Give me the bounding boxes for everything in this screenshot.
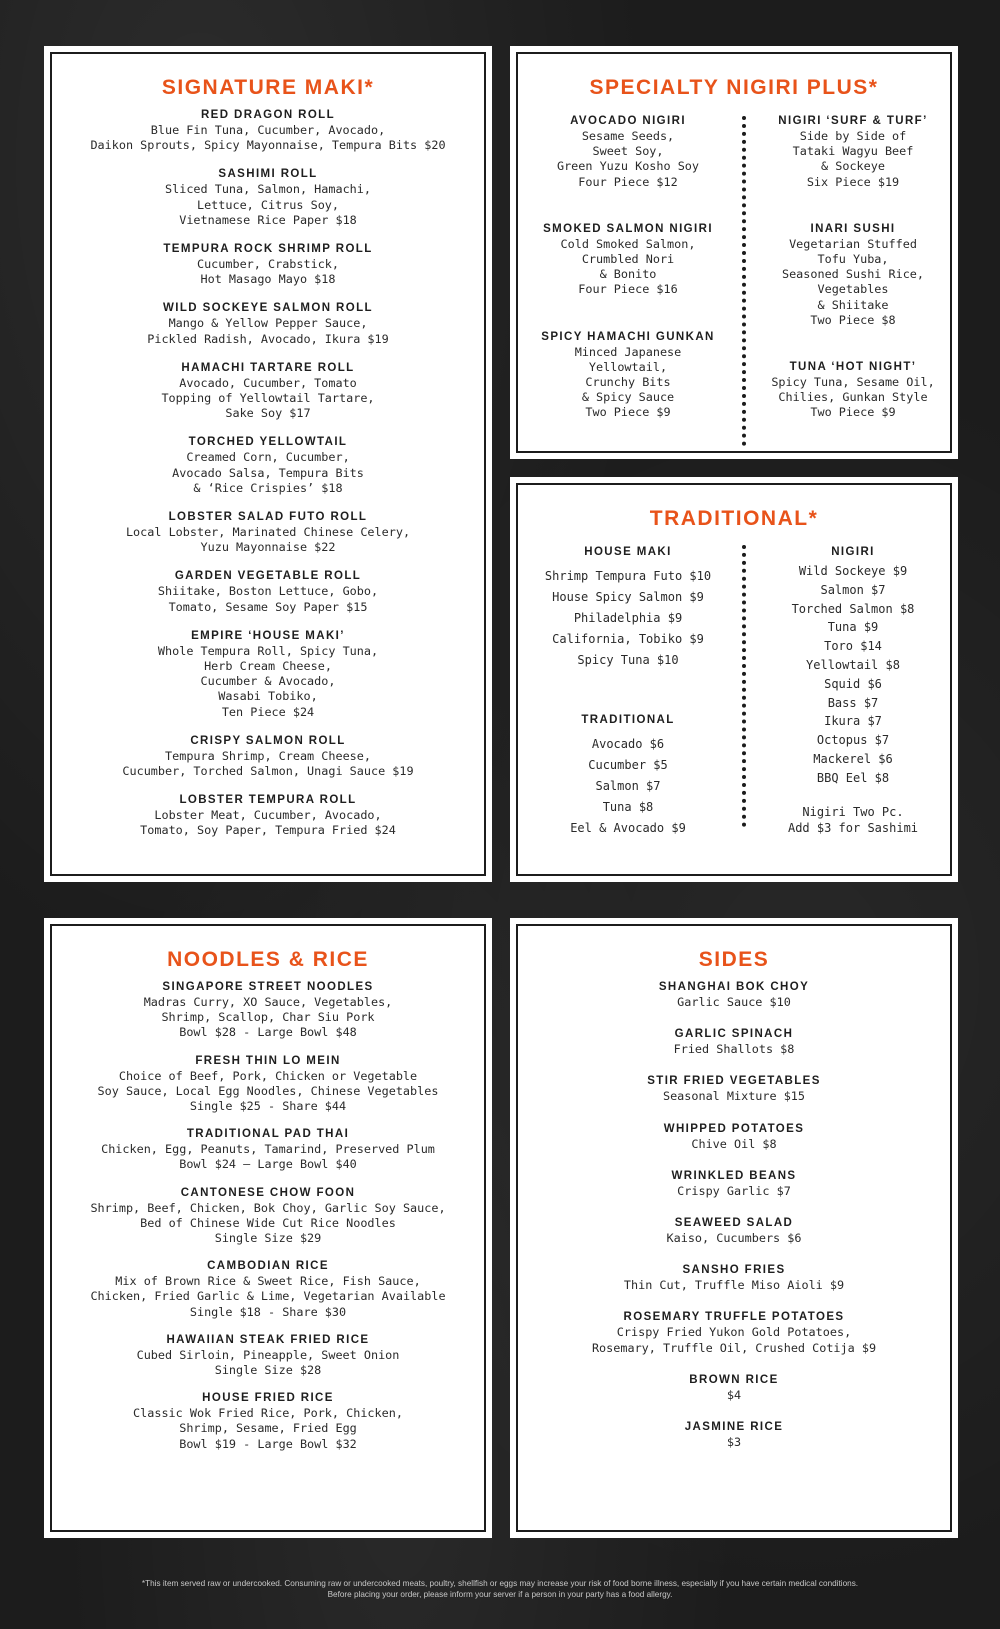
menu-item-description: Avocado, Cucumber, Tomato Topping of Yellowtail Tartare, Sake Soy $17 [161, 375, 375, 421]
menu-item-name: ROSEMARY TRUFFLE POTATOES [623, 1311, 845, 1324]
menu-item-description: Mango & Yellow Pepper Sauce, Pickled Radish, Avocado, Ikura $19 [147, 316, 389, 346]
specialty-nigiri-divider [742, 116, 746, 446]
nigiri-column [756, 545, 950, 836]
sides-frame [516, 924, 952, 1532]
menu-item-name: TUNA ‘HOT NIGHT’ [789, 361, 917, 374]
menu-list-item: Mackerel $6 [813, 751, 893, 766]
menu-item [528, 222, 728, 298]
menu-item-description: Shiitake, Boston Lettuce, Gobo, Tomato, Sesame Soy Paper $15 [157, 584, 379, 614]
menu-item [52, 793, 484, 838]
menu-item [518, 1122, 950, 1152]
menu-item [518, 1169, 950, 1199]
menu-item-description: Chive Oil $8 [691, 1136, 777, 1151]
menu-list-item: Wild Sockeye $9 [798, 564, 908, 578]
menu-item [756, 222, 950, 328]
menu-list-item: Eel & Avocado $9 [570, 821, 686, 835]
menu-item [518, 1074, 950, 1104]
nigiri-note-sashimi: Add $3 for Sashimi [787, 820, 919, 835]
menu-item-name: TRADITIONAL PAD THAI [186, 1128, 350, 1141]
specialty-nigiri-panel [510, 46, 958, 459]
menu-item-description: Local Lobster, Marinated Chinese Celery, Yuzu Mayonnaise $22 [125, 525, 411, 555]
menu-list-item: Shrimp Tempura Futo $10 [544, 569, 712, 583]
menu-item-name: TEMPURA ROCK SHRIMP ROLL [163, 243, 373, 256]
menu-item [518, 1216, 950, 1246]
menu-list-item: Cucumber $5 [588, 758, 668, 772]
menu-item-name: SANSHO FRIES [682, 1264, 786, 1277]
sides-panel [510, 918, 958, 1538]
menu-item [52, 734, 484, 779]
menu-list-item: Tuna $9 [827, 620, 879, 635]
menu-item [518, 1420, 950, 1450]
menu-item-name: HAMACHI TARTARE ROLL [181, 361, 355, 374]
nigiri-list [756, 562, 950, 788]
menu-item-description: $3 [726, 1435, 742, 1450]
menu-item-name: WILD SOCKEYE SALMON ROLL [163, 302, 373, 315]
menu-item [52, 1391, 484, 1452]
menu-item [528, 114, 728, 190]
menu-item [756, 360, 950, 421]
menu-list-item: Octopus $7 [816, 733, 890, 748]
menu-item-description: Seasonal Mixture $15 [662, 1089, 806, 1104]
menu-item-description: Blue Fin Tuna, Cucumber, Avocado, Daikon Sprouts, Spicy Mayonnaise, Tempura Bits $20 [90, 123, 446, 153]
menu-item-name: WHIPPED POTATOES [663, 1122, 805, 1135]
menu-item-description: Sliced Tuna, Salmon, Hamachi, Lettuce, Citrus Soy, Vietnamese Rice Paper $18 [165, 182, 371, 227]
menu-item [518, 980, 950, 1010]
menu-item-name: TORCHED YELLOWTAIL [188, 436, 348, 449]
menu-item-description: Sesame Seeds, Sweet Soy, Green Yuzu Kosho Soy Four Piece $12 [556, 129, 700, 189]
menu-item-name: AVOCADO NIGIRI [570, 115, 686, 127]
menu-item [52, 108, 484, 153]
menu-item [52, 629, 484, 720]
sides-list [518, 980, 950, 1450]
traditional-frame [516, 483, 952, 876]
disclaimer-line-1: *This item served raw or undercooked. Consuming raw or undercooked meats, poultry, shellfish or eggs may increase your risk of food borne illness, especially if you have certain medical conditions. [141, 1579, 859, 1588]
nigiri-heading: NIGIRI [831, 546, 875, 558]
menu-list-item: BBQ Eel $8 [816, 770, 890, 785]
menu-item [518, 1373, 950, 1403]
menu-item [518, 1027, 950, 1057]
menu-item-name: JASMINE RICE [684, 1421, 784, 1434]
menu-item [52, 167, 484, 228]
house-maki-heading: HOUSE MAKI [584, 546, 672, 558]
menu-item-description: Cucumber, Crabstick, Hot Masago Mayo $18 [196, 257, 340, 287]
house-maki-column [528, 545, 728, 839]
menu-list-item: House Spicy Salmon $9 [552, 590, 704, 604]
menu-item-description: Minced Japanese Yellowtail, Crunchy Bits & Spicy Sauce Two Piece $9 [574, 344, 682, 420]
menu-item-name: FRESH THIN LO MEIN [195, 1054, 341, 1067]
menu-item-name: GARLIC SPINACH [674, 1028, 794, 1041]
menu-item-name: SINGAPORE STREET NOODLES [162, 981, 374, 993]
signature-maki-panel [44, 46, 492, 882]
menu-list-item: Spicy Tuna $10 [577, 653, 679, 667]
menu-item-description: Classic Wok Fried Rice, Pork, Chicken, Shrimp, Sesame, Fried Egg Bowl $19 - Large Bowl $32 [133, 1406, 403, 1451]
allergy-disclaimer [40, 1578, 960, 1600]
menu-item [52, 242, 484, 287]
menu-item-description: Lobster Meat, Cucumber, Avocado, Tomato, Soy Paper, Tempura Fried $24 [140, 808, 396, 838]
menu-item-name: WRINKLED BEANS [671, 1169, 797, 1182]
menu-item-name: SASHIMI ROLL [218, 168, 318, 181]
specialty-nigiri-frame [516, 52, 952, 453]
menu-item-name: HAWAIIAN STEAK FRIED RICE [166, 1333, 370, 1346]
menu-item [756, 114, 950, 190]
menu-item-name: STIR FRIED VEGETABLES [647, 1075, 821, 1088]
menu-list-item: Salmon $7 [595, 779, 661, 793]
menu-item [52, 1054, 484, 1115]
menu-item-name: CRISPY SALMON ROLL [190, 734, 346, 747]
menu-item-name: INARI SUSHI [810, 222, 896, 235]
menu-item-description: Crispy Fried Yukon Gold Potatoes, Rosemary, Truffle Oil, Crushed Cotija $9 [591, 1325, 877, 1355]
menu-item-name: CAMBODIAN RICE [207, 1260, 329, 1273]
menu-item-description: Cubed Sirloin, Pineapple, Sweet Onion Single Size $28 [136, 1347, 400, 1378]
menu-item-name: HOUSE FRIED RICE [202, 1392, 334, 1405]
menu-item-name: LOBSTER SALAD FUTO ROLL [168, 511, 368, 524]
menu-item-name: SPICY HAMACHI GUNKAN [541, 330, 715, 343]
signature-maki-list [52, 108, 484, 839]
noodles-rice-panel [44, 918, 492, 1538]
menu-item-description: Creamed Corn, Cucumber, Avocado Salsa, Tempura Bits & ‘Rice Crispies’ $18 [172, 450, 364, 495]
signature-maki-title: SIGNATURE MAKI* [161, 76, 375, 99]
menu-list-item: Torched Salmon $8 [791, 601, 915, 616]
menu-item-name: SHANGHAI BOK CHOY [658, 981, 810, 993]
menu-item [518, 1310, 950, 1355]
menu-item-description: Fried Shallots $8 [673, 1042, 795, 1057]
traditional-divider [742, 545, 746, 827]
noodles-rice-list [52, 980, 484, 1452]
menu-item-description: Spicy Tuna, Sesame Oil, Chilies, Gunkan Style Two Piece $9 [771, 375, 935, 420]
menu-list-item: Yellowtail $8 [806, 657, 900, 672]
menu-item-description: Vegetarian Stuffed Tofu Yuba, Seasoned Sushi Rice, Vegetables & Shiitake Two Piece $8 [781, 236, 925, 327]
menu-item-description: Side by Side of Tataki Wagyu Beef & Sockeye Six Piece $19 [792, 129, 914, 189]
menu-item [52, 435, 484, 496]
menu-item [52, 510, 484, 555]
disclaimer-line-2: Before placing your order, please inform your server if a person in your party has a food allergy. [327, 1590, 673, 1599]
menu-item-name: LOBSTER TEMPURA ROLL [179, 794, 357, 807]
menu-item-name: NIGIRI ‘SURF & TURF’ [778, 115, 928, 127]
menu-list-item: Salmon $7 [820, 582, 886, 597]
menu-item [52, 1333, 484, 1378]
menu-item-description: Garlic Sauce $10 [677, 995, 791, 1009]
menu-item [52, 301, 484, 346]
specialty-nigiri-right-column [756, 114, 950, 421]
specialty-nigiri-title: SPECIALTY NIGIRI PLUS* [589, 76, 879, 99]
menu-item-description: Whole Tempura Roll, Spicy Tuna, Herb Cream Cheese, Cucumber & Avocado, Wasabi Tobiko, Ten Piece $24 [157, 643, 379, 719]
menu-item [52, 361, 484, 422]
menu-item [52, 569, 484, 614]
menu-item-name: RED DRAGON ROLL [200, 109, 336, 121]
menu-item-name: SMOKED SALMON NIGIRI [543, 222, 713, 235]
menu-item-description: Chicken, Egg, Peanuts, Tamarind, Preserved Plum Bowl $24 – Large Bowl $40 [101, 1142, 435, 1172]
menu-list-item: Philadelphia $9 [573, 611, 683, 625]
menu-item [518, 1263, 950, 1293]
menu-item-description: Thin Cut, Truffle Miso Aioli $9 [623, 1278, 845, 1293]
menu-item-name: BROWN RICE [689, 1373, 779, 1386]
menu-item-description: Madras Curry, XO Sauce, Vegetables, Shrimp, Scallop, Char Siu Pork Bowl $28 - Large Bowl $48 [143, 995, 393, 1040]
menu-item-description: Tempura Shrimp, Cream Cheese, Cucumber, Torched Salmon, Unagi Sauce $19 [122, 748, 414, 779]
menu-item-description: Kaiso, Cucumbers $6 [666, 1231, 802, 1246]
menu-list-item: Ikura $7 [824, 714, 882, 729]
menu-item-description: Mix of Brown Rice & Sweet Rice, Fish Sauce, Chicken, Fried Garlic & Lime, Vegetarian Available Single $18 - Share $30 [90, 1274, 446, 1319]
sides-title: SIDES [698, 948, 770, 971]
menu-list-item: Tuna $8 [602, 800, 654, 814]
traditional-title: TRADITIONAL* [649, 507, 819, 530]
nigiri-note-pieces: Nigiri Two Pc. [802, 804, 904, 819]
menu-item [52, 1186, 484, 1247]
traditional-list [528, 734, 728, 839]
menu-item-name: GARDEN VEGETABLE ROLL [174, 570, 362, 583]
signature-maki-frame [50, 52, 486, 876]
specialty-nigiri-left-column [528, 114, 728, 421]
menu-item [52, 1259, 484, 1320]
traditional-panel [510, 477, 958, 882]
noodles-rice-frame [50, 924, 486, 1532]
menu-item-name: EMPIRE ‘HOUSE MAKI’ [191, 629, 345, 642]
menu-item-name: CANTONESE CHOW FOON [180, 1186, 356, 1199]
menu-item [52, 1127, 484, 1172]
menu-list-item: California, Tobiko $9 [552, 632, 704, 646]
menu-item-description: Choice of Beef, Pork, Chicken or Vegetable Soy Sauce, Local Egg Noodles, Chinese Vegetables Single $25 - Share $44 [97, 1068, 439, 1114]
menu-item-description: Crispy Garlic $7 [677, 1183, 791, 1198]
menu-list-item: Squid $6 [824, 676, 882, 691]
menu-item-description: Cold Smoked Salmon, Crumbled Nori & Bonito Four Piece $16 [560, 236, 696, 297]
menu-list-item: Avocado $6 [591, 737, 665, 751]
traditional-subheading: TRADITIONAL [581, 714, 675, 726]
menu-item-name: SEAWEED SALAD [674, 1217, 794, 1230]
house-maki-list [528, 566, 728, 671]
menu-list-item: Bass $7 [827, 695, 879, 710]
menu-item-description: $4 [726, 1387, 742, 1402]
menu-item [52, 980, 484, 1041]
menu-list-item: Toro $14 [824, 639, 882, 654]
menu-item [528, 330, 728, 421]
noodles-rice-title: NOODLES & RICE [167, 948, 369, 971]
menu-item-description: Shrimp, Beef, Chicken, Bok Choy, Garlic Soy Sauce, Bed of Chinese Wide Cut Rice Noodles Single Size $29 [90, 1200, 446, 1246]
